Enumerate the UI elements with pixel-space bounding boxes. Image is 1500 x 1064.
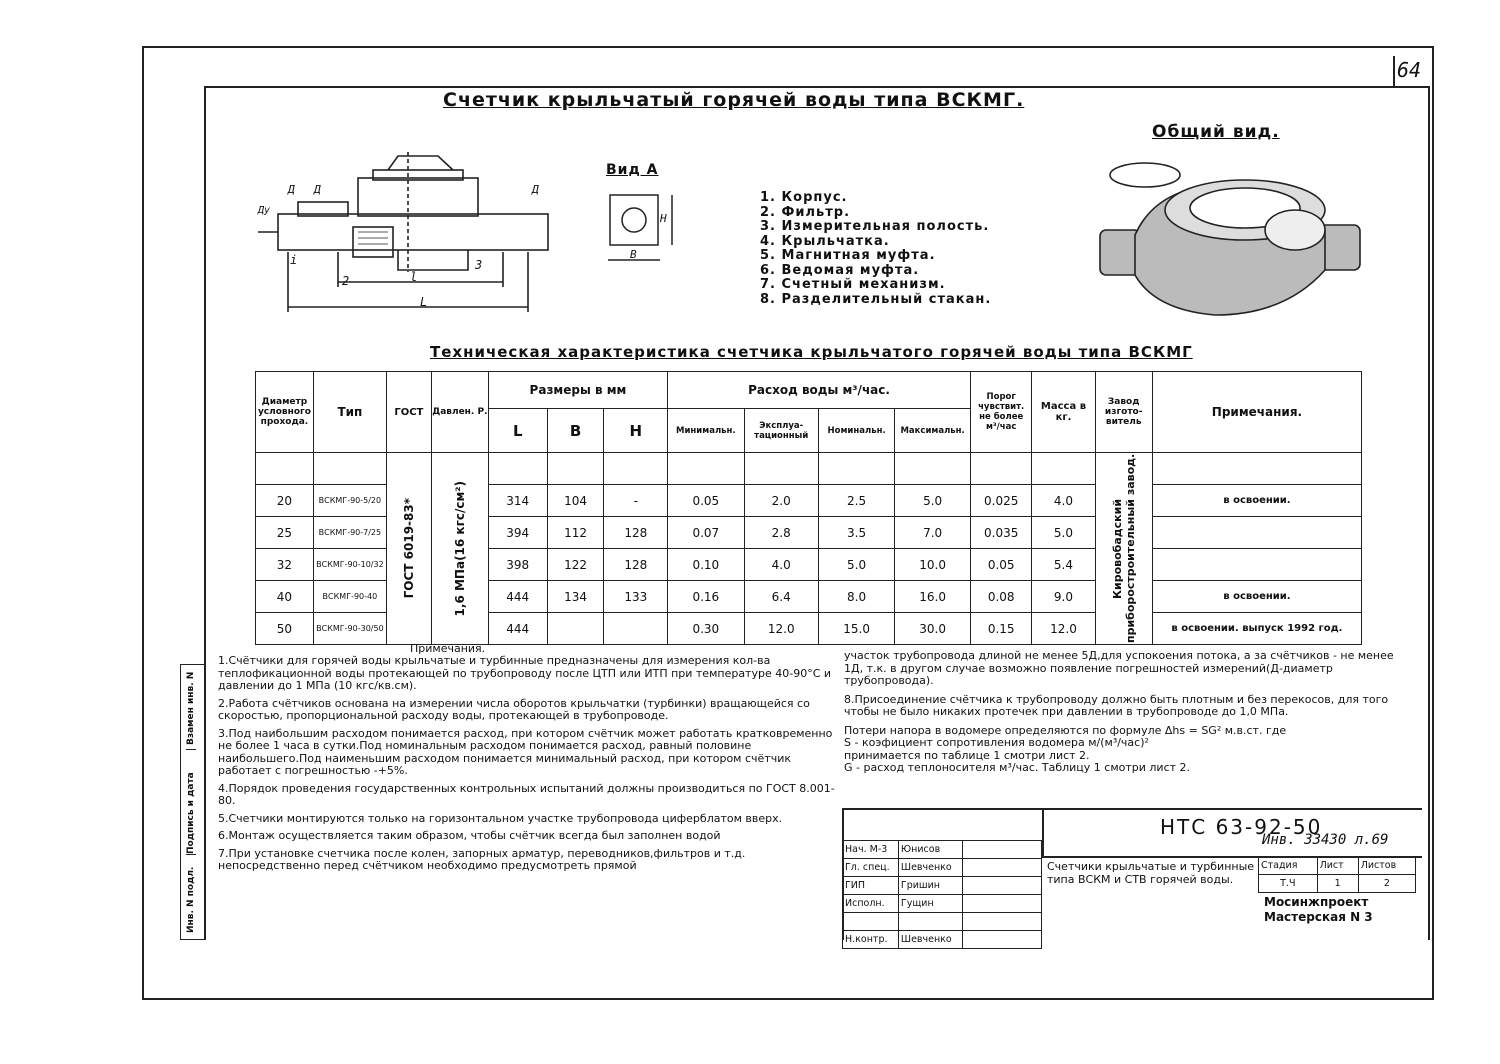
stamp-people (842, 840, 1042, 949)
notes-right (844, 650, 1414, 775)
note-item: 3.Под наибольшим расходом понимается расход, при котором счётчик может работать кратковременно не более 1 часа в сутки.Под номинальным расходом понимается расход, равный половине наибольшего.Под наименьшим расходом понимается минимальный расход, при котором счётчик работает с погрешностью -+5%. (218, 726, 833, 777)
header-mass: Масса в кг. (1032, 372, 1095, 453)
table-row: 50 ВСКМГ-90-30/50 444 0.30 12.0 15.0 30.0 0.15 12.0 в освоении. выпуск 1992 год. (256, 613, 1362, 645)
stamp-row: Нач. М-3 Юнисов (843, 841, 1042, 859)
header-size-b: В (547, 409, 604, 453)
note-item: S - коэфициент сопротивления водомера м/(м³/час)² (844, 736, 1149, 749)
label-three: 3 (475, 258, 483, 272)
table-row: 32 ВСКМГ-90-10/32 398 122 128 0.10 4.0 5.0 10.0 0.05 5.4 (256, 549, 1362, 581)
plant-cell: Кировобадский приборостроительный завод. (1095, 453, 1152, 645)
table-row: 20 ВСКМГ-90-5/20 314 104 - 0.05 2.0 2.5 5.0 0.025 4.0 в освоении. (256, 485, 1362, 517)
organization: Мосинжпроект Мастерская N 3 (1264, 895, 1373, 924)
header-type: Тип (313, 372, 386, 453)
legend-item: 6. Ведомая муфта. (760, 262, 920, 278)
table-title: Техническая характеристика счетчика крыльчатого горячей воды типа ВСКМГ (430, 343, 1193, 361)
header-flow-nom: Номинальн. (818, 409, 894, 453)
legend-item: 1. Корпус. (760, 190, 848, 205)
page-number: 64 (1397, 58, 1422, 82)
note-item: 1.Счётчики для горячей воды крыльчатые и турбинные предназначены для измерения кол-ва теплофикационной воды протекающей по трубопроводу после ЦТП или ИТП при температуре 40-90°С и давлении до 1 МПа (10 кгс/кв.см). (218, 654, 832, 692)
label-d1: Д (288, 183, 295, 196)
view-a-label: Вид А (606, 162, 659, 178)
stamp-row: Н.контр. Шевченко (843, 931, 1042, 949)
note-item: 6.Монтаж осуществляется таким образом, чтобы счётчик всегда был заполнен водой (218, 829, 721, 842)
label-l-small: l (410, 270, 418, 284)
header-threshold: Порог чувствит. не более м³/час (970, 372, 1032, 453)
archive-number: Инв. 33430 л.69 (1262, 832, 1389, 848)
label-dy: Ду (258, 205, 271, 216)
header-plant: Завод изгото-витель (1095, 372, 1152, 453)
legend-item: 8. Разделительный стакан. (760, 291, 992, 307)
header-pressure: Давлен. Р. (431, 372, 488, 453)
section-drawing (238, 152, 558, 322)
header-notes: Примечания. (1152, 372, 1361, 453)
header-diameter: Диаметр условного прохода. (256, 372, 314, 453)
view-a-drawing (600, 185, 690, 270)
side-stamp (180, 664, 206, 940)
header-flow-op: Эксплуа-тационный (744, 409, 818, 453)
table-row: 40 ВСКМГ-90-40 444 134 133 0.16 6.4 8.0 16.0 0.08 9.0 в освоении. (256, 581, 1362, 613)
side-stamp-replace: Взамен инв. N (186, 671, 196, 745)
label-two: 2 (342, 274, 350, 288)
header-gost: ГОСТ (386, 372, 431, 453)
note-item: 5.Счетчики монтируются только на горизонтальном участке трубопровода циферблатом вверх. (218, 811, 783, 825)
legend-item: 3. Измерительная полость. (760, 219, 990, 234)
notes-heading: Примечания. (410, 642, 486, 655)
stamp-row (843, 913, 1042, 931)
header-flow-min: Минимальн. (668, 409, 744, 453)
stage-table: Стадия Лист Листов Т.Ч 1 2 (1258, 856, 1416, 893)
label-i: i (290, 253, 298, 267)
general-view-label: Общий вид. (1152, 122, 1280, 142)
header-size-l: L (488, 409, 547, 453)
note-item: G - расход теплоносителя м³/час. Таблицу 1 смотри лист 2. (844, 761, 1191, 774)
note-item: Потери напора в водомере определяются по формуле Δhs = SG² м.в.ст. где (844, 723, 1287, 737)
legend-item: 5. Магнитная муфта. (760, 248, 936, 263)
gost-cell: ГОСТ 6019-83* (386, 453, 431, 645)
page-title: Счетчик крыльчатый горячей воды типа ВСКМГ. (443, 89, 1025, 111)
notes-left (218, 655, 836, 873)
pressure-cell: 1,6 МПа(16 кгс/см²) (431, 453, 488, 645)
parts-legend (760, 191, 991, 307)
label-d2: Д (314, 183, 321, 196)
note-item: 2.Работа счётчиков основана на измерении числа оборотов крыльчатки (турбинки) вращающейся со скоростью, пропорциональной расходу воды, протекающей в трубопроводе. (218, 696, 810, 722)
header-sizes: Размеры в мм (488, 372, 667, 409)
spec-table (255, 371, 1362, 645)
doc-title: Счетчики крыльчатые и турбинные типа ВСКМ и СТВ горячей воды. (1047, 860, 1255, 886)
note-item: 8.Присоединение счётчика к трубопроводу должно быть плотным и без перекосов, для того чтобы не было никаких протечек при давлении в трубопроводе до 1,0 МПа. (844, 692, 1389, 718)
header-flow-max: Максимальн. (895, 409, 971, 453)
label-l-big: L (420, 295, 428, 309)
header-flow: Расход воды м³/час. (668, 372, 971, 409)
legend-item: 2. Фильтр. (760, 204, 851, 220)
label-b: В (630, 248, 637, 261)
side-stamp-inv: Инв. N подл. (186, 866, 196, 933)
stamp-row: ГИП Гришин (843, 877, 1042, 895)
note-item: принимается по таблице 1 смотри лист 2. (844, 748, 1090, 762)
table-row: 25 ВСКМГ-90-7/25 394 112 128 0.07 2.8 3.5 7.0 0.035 5.0 (256, 517, 1362, 549)
stamp-row: Исполн. Гущин (843, 895, 1042, 913)
header-size-h: Н (604, 409, 668, 453)
label-d3: Д (532, 183, 539, 196)
side-stamp-sign: Подпись и дата (186, 749, 196, 855)
doc-code: НТС 63-92-50 (1160, 815, 1323, 839)
legend-item: 7. Счетный механизм. (760, 277, 946, 292)
note-item: 4.Порядок проведения государственных контрольных испытаний должны производиться по ГОСТ 8.001-80. (218, 781, 835, 807)
note-item: 7.При установке счетчика после колен, запорных арматур, переводников,фильтров и т.д. непосредственно перед счётчиком необходимо предусмотреть прямой (218, 846, 746, 872)
stamp-row: Гл. спец. Шевченко (843, 859, 1042, 877)
note-item: участок трубопровода длиной не менее 5Д,для успокоения потока, а за счётчиков - не менее 1Д, т.к. в другом случае возможно появление погрешностей измерений(Д-диаметр трубопровода). (844, 649, 1394, 687)
label-h: Н (660, 212, 667, 225)
legend-item: 4. Крыльчатка. (760, 233, 890, 249)
meter-illustration (1095, 150, 1365, 325)
